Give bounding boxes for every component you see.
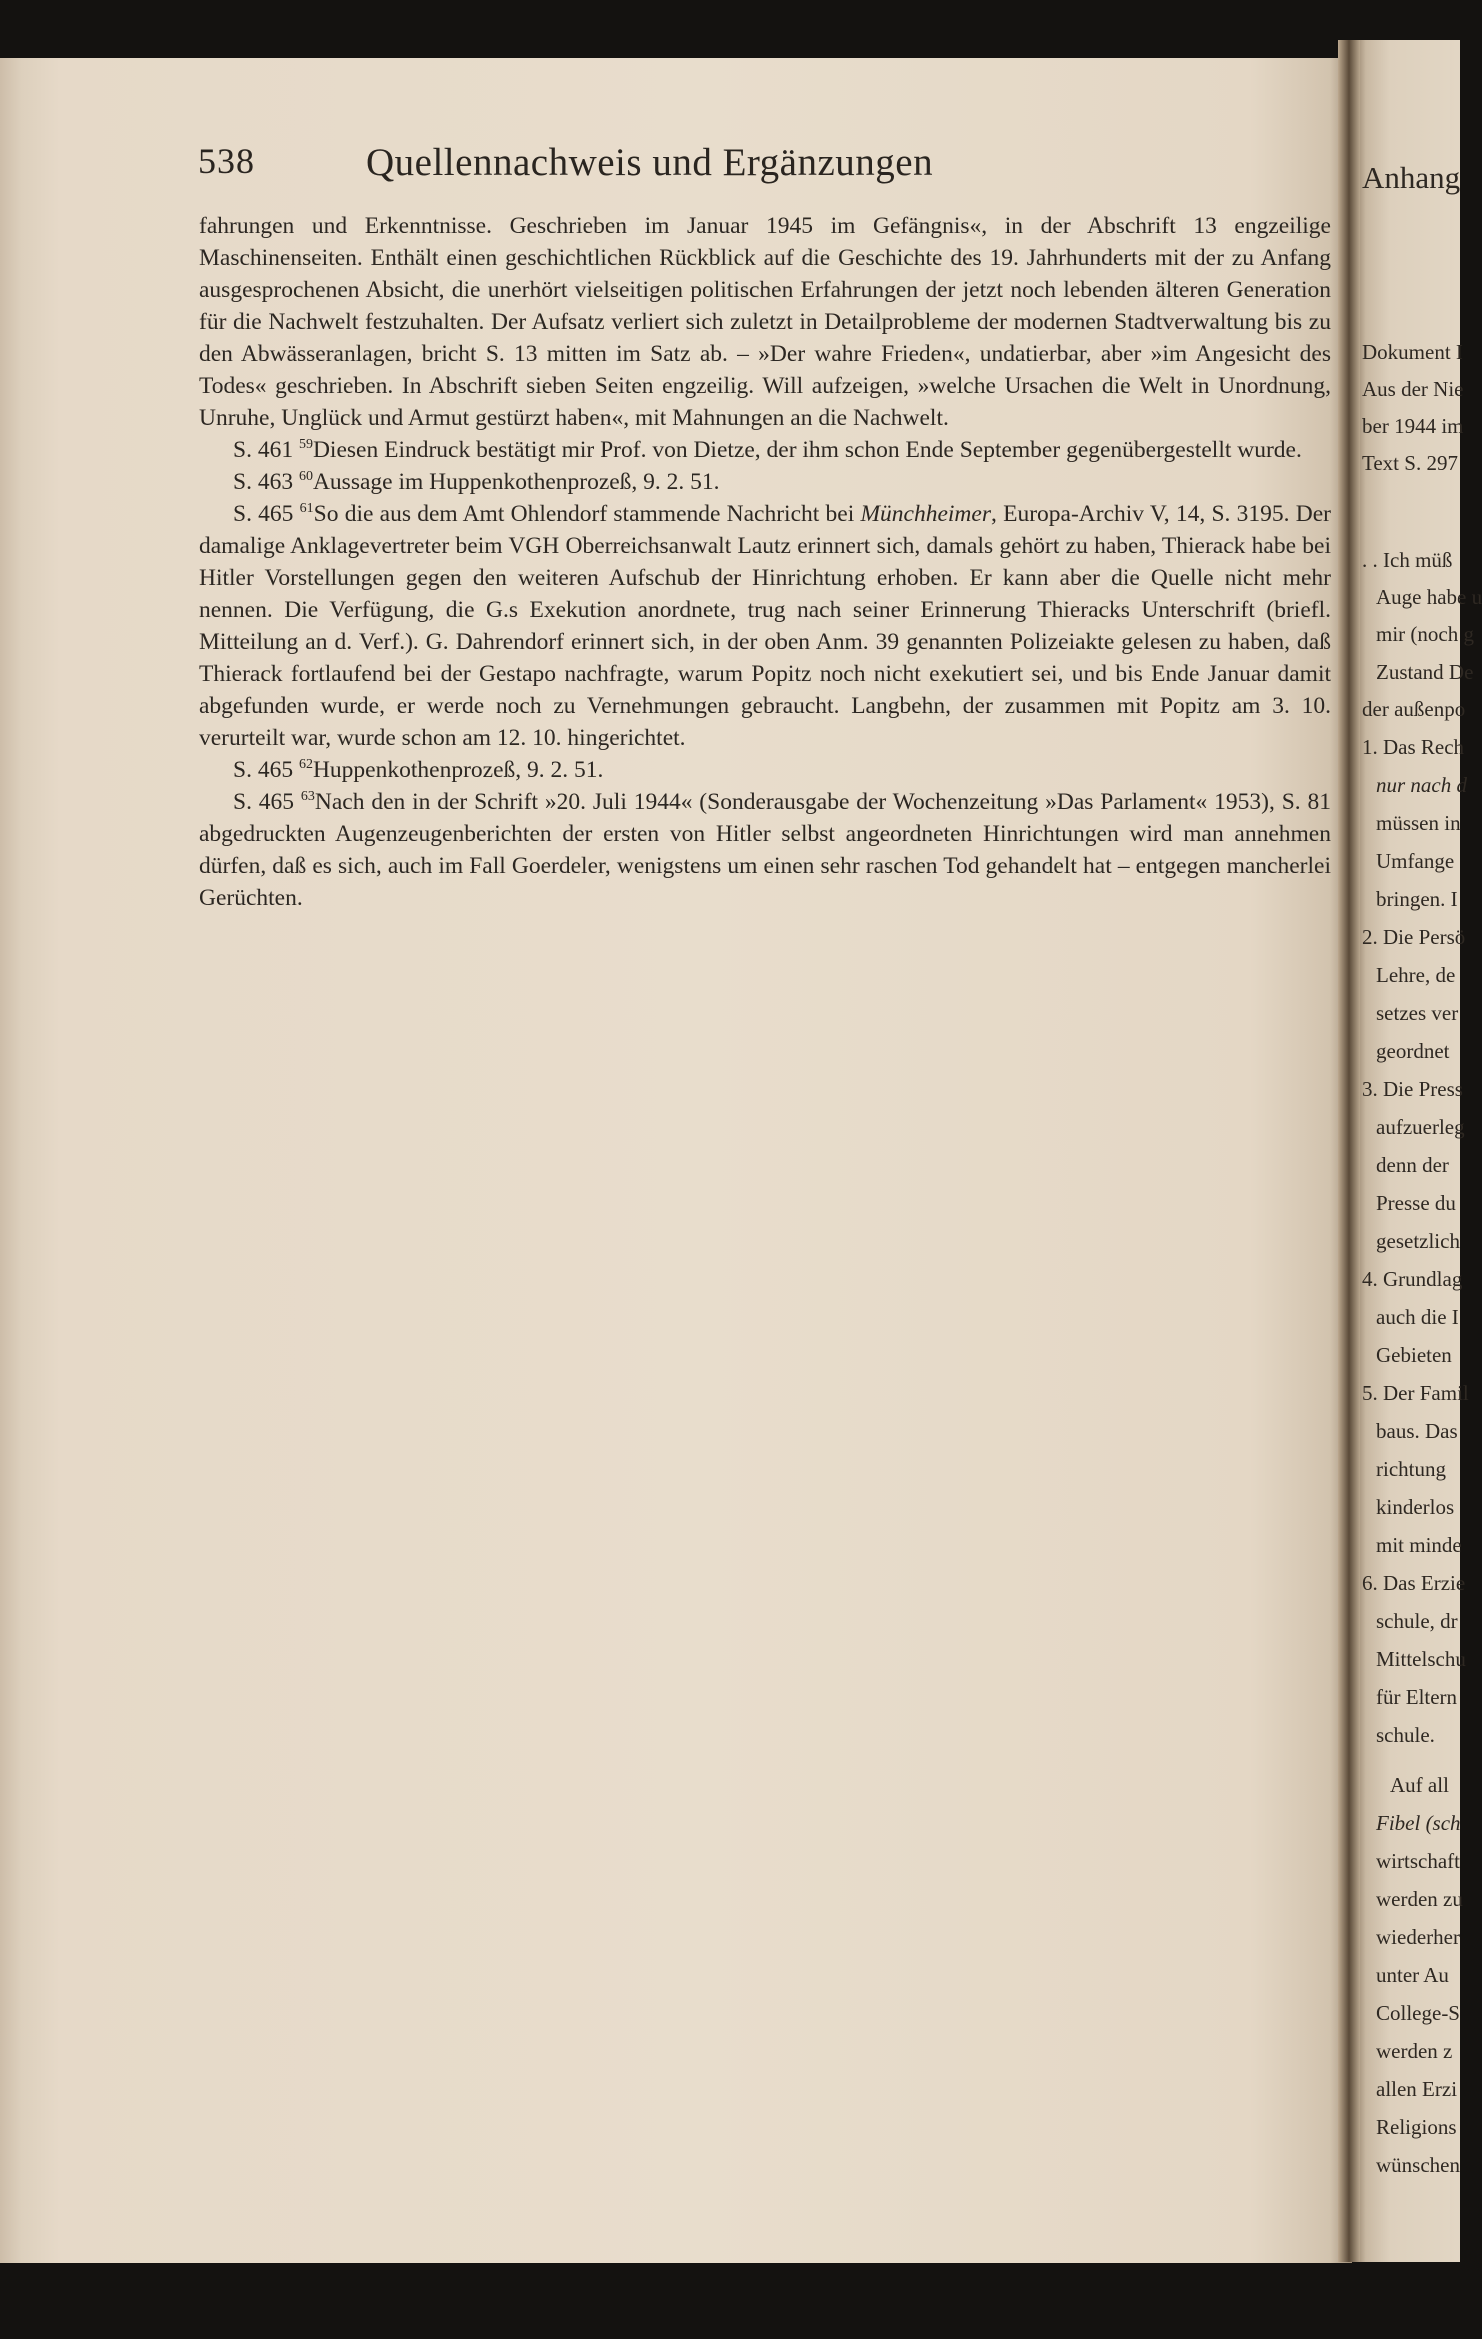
right-page-line: Aus der Nie	[1362, 377, 1464, 401]
right-page-line: Gebieten	[1376, 1343, 1452, 1367]
italic-author: Münchheimer	[860, 501, 991, 527]
right-page-line: unter Au	[1376, 1963, 1449, 1987]
note-text: Nach den in der Schrift »20. Juli 1944« (Sonderausgabe der Wochenzeitung »Das Parlament« 1953), S. 81 abgedruckten Augenzeugenberichten der ersten von Hitler selbst angeordneten Hinrichtungen wird man annehmen dürfen, daß es sich, auch im Fall Goerdeler, wenigstens um einen sehr raschen Tod gehandelt hat – entgegen mancherlei Gerüchten.	[199, 789, 1331, 911]
right-page-line: Presse du	[1376, 1191, 1456, 1215]
right-page-line: mit minde	[1376, 1533, 1462, 1557]
right-page-line: 4. Grundlag	[1362, 1267, 1463, 1291]
right-page-line: Mittelschu	[1376, 1647, 1466, 1671]
right-page-line: wünschen	[1376, 2153, 1460, 2177]
running-title: Quellennachweis und Ergänzungen	[366, 141, 934, 184]
right-page-line: für Eltern	[1376, 1685, 1458, 1709]
book-gutter	[1338, 40, 1360, 2262]
right-page-line: gesetzlich	[1376, 1229, 1460, 1253]
right-page-line: allen Erzi	[1376, 2077, 1458, 2101]
note-text: Huppenkothenprozeß, 9. 2. 51.	[312, 757, 604, 783]
note-number: 59	[298, 437, 313, 453]
note-60	[199, 466, 1331, 498]
note-63	[199, 786, 1331, 914]
right-page-line: der außenpo	[1362, 697, 1466, 721]
right-page-line: baus. Das	[1376, 1419, 1458, 1443]
right-page-line: setzes ver	[1376, 1001, 1459, 1025]
right-page-line: kinderlos	[1376, 1495, 1455, 1519]
right-page-line: müssen in	[1376, 811, 1461, 835]
note-number: 61	[299, 501, 314, 517]
note-62	[199, 754, 1331, 786]
right-page-line: ber 1944 im	[1362, 414, 1464, 438]
note-page-ref: S. 465	[233, 789, 301, 815]
right-page-line: werden z	[1376, 2039, 1453, 2063]
right-page-line: . . Ich müß	[1362, 548, 1453, 572]
right-page-line: Lehre, de	[1376, 963, 1456, 987]
right-page-title: Anhang	[1362, 160, 1461, 195]
right-page-line: geordnet	[1376, 1039, 1450, 1063]
right-page-line: wirtschaft	[1376, 1849, 1460, 1873]
right-page-line: College-S	[1376, 2001, 1460, 2025]
right-page-line: Zustand De	[1376, 660, 1474, 684]
note-page-ref: S. 461	[233, 437, 299, 463]
note-page-ref: S. 465	[233, 757, 299, 783]
right-page-line: Auge habe u	[1376, 585, 1482, 609]
right-page-line: wiederher	[1376, 1925, 1460, 1949]
note-number: 60	[298, 469, 313, 485]
notes-text	[199, 210, 1331, 914]
note-59	[199, 434, 1331, 466]
right-page-line: nur nach d	[1376, 773, 1467, 797]
note-text: , Europa-Archiv V, 14, S. 3195. Der damalige Anklagevertreter beim VGH Oberreichsanwalt Lautz erinnert sich, damals gehört zu haben, Thierack habe bei Hitler Vorstellungen gegen den weiteren Aufschub der Hinrichtung erhoben. Er kann aber die Quelle nicht mehr nennen. Die Verfügung, die G.s Exekution anordnete, trug nach seiner Erinnerung Thieracks Unterschrift (briefl. Mitteilung an d. Verf.). G. Dahrendorf erinnert sich, in der oben Anm. 39 genannten Polizeiakte gelesen zu haben, daß Thierack fortlaufend bei der Gestapo nachfragte, warum Popitz noch nicht exekutiert sei, und bis Ende Januar damit abgefunden wurde, er werde noch zu Vernehmungen gebraucht. Langbehn, der zusammen mit Popitz am 3. 10. verurteilt war, wurde schon am 12. 10. hingerichtet.	[199, 501, 1331, 751]
right-page-line: Dokument I	[1362, 340, 1463, 364]
right-page-line: bringen. I	[1376, 887, 1458, 911]
right-page-line: Auf all	[1390, 1773, 1449, 1797]
note-text: Diesen Eindruck bestätigt mir Prof. von Dietze, der ihm schon Ende September gegenübergestellt wurde.	[312, 437, 1302, 463]
right-page-line: Umfange	[1376, 849, 1455, 873]
right-page-line: schule.	[1376, 1723, 1435, 1747]
note-text-pre: So die aus dem Amt Ohlendorf stammende Nachricht bei	[313, 501, 861, 527]
page-header	[198, 140, 1338, 182]
right-page-line: auch die I	[1376, 1305, 1459, 1329]
note-text: Aussage im Huppenkothenprozeß, 9. 2. 51.	[312, 469, 720, 495]
right-page-line: Text S. 297	[1362, 451, 1458, 475]
right-page-line: 5. Der Famil	[1362, 1381, 1469, 1405]
right-page-line: Religions	[1376, 2115, 1457, 2139]
right-page-line: 1. Das Rech	[1362, 735, 1465, 759]
right-page-line: 2. Die Persö	[1362, 925, 1466, 949]
right-page-line: werden zu	[1376, 1887, 1463, 1911]
right-page-line: schule, dr	[1376, 1609, 1458, 1633]
paragraph: fahrungen und Erkenntnisse. Geschrieben im Januar 1945 im Gefängnis«, in der Abschrift 13 engzeilige Maschinenseiten. Enthält einen geschichtlichen Rückblick auf die Geschichte des 19. Jahrhunderts mit der zu Anfang ausgesprochenen Absicht, die unerhört vielseitigen politischen Erfahrungen der jetzt noch lebenden älteren Generation für die Nachwelt festzuhalten. Der Aufsatz verliert sich zuletzt in Detailprobleme der modernen Stadtverwaltung bis zu den Abwässeranlagen, bricht S. 13 mitten im Satz ab. – »Der wahre Frieden«, undatierbar, aber »im Angesicht des Todes« geschrieben. In Abschrift sieben Seiten engzeilig. Will aufzeigen, »welche Ursachen die Welt in Unordnung, Unruhe, Unglück und Armut gestürzt haben«, mit Mahnungen an die Nachwelt.	[199, 213, 1331, 431]
page-number: 538	[198, 141, 255, 181]
note-number: 62	[298, 757, 313, 773]
note-page-ref: S. 465	[233, 501, 300, 527]
note-page-ref: S. 463	[233, 469, 299, 495]
right-page	[1350, 40, 1482, 2262]
right-page-line: denn der	[1376, 1153, 1449, 1177]
right-page-line: mir (noch g	[1376, 622, 1474, 646]
note-number: 63	[300, 789, 315, 805]
note-61	[199, 498, 1331, 754]
right-page-line: Fibel (sch	[1376, 1811, 1461, 1835]
right-page-line: aufzuerleg	[1376, 1115, 1465, 1139]
right-page-line: 6. Das Erzie	[1362, 1571, 1466, 1595]
right-page-line: 3. Die Press	[1362, 1077, 1463, 1101]
right-page-line: richtung	[1376, 1457, 1446, 1481]
